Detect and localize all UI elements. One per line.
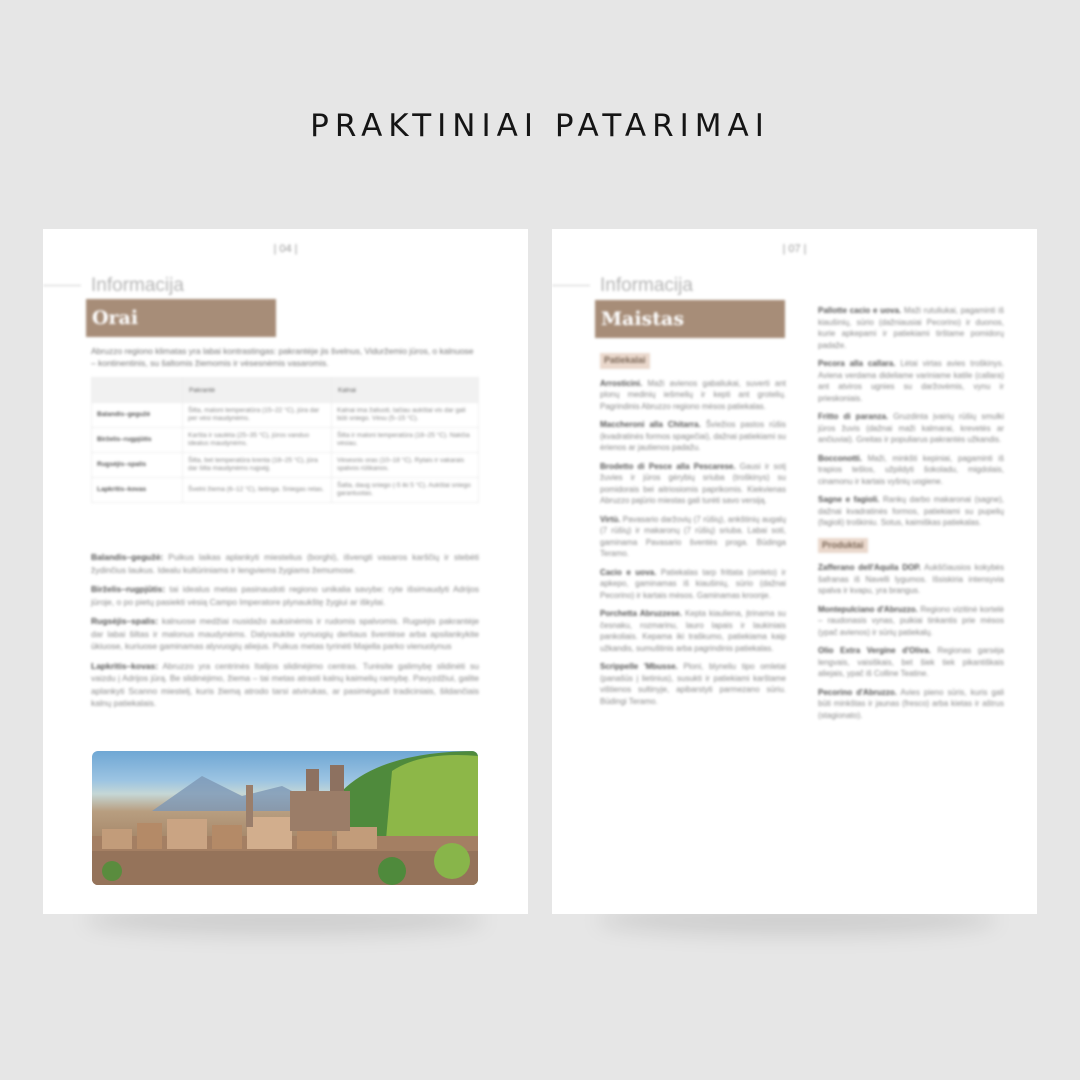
product-item: Montepulciano d'Abruzzo. Regiono vizitinė kortelė – raudonasis vynas, puikiai tinkantis prie mėsos (ypač avienos) ir sūrių patiekalų. (818, 604, 1004, 637)
page-title: Orai (86, 299, 276, 337)
weather-table (91, 377, 479, 503)
intro-text: Abruzzo regiono klimatas yra labai kontrastingas: pakrantėje jis švelnus, Viduržemio jūros, o kalnuose – kontinentinis, su šaltomis žiemomis ir vėsesnėmis vasaromis. (91, 346, 474, 368)
season-paragraph: Lapkritis–kovas: Abruzzo yra centrinės Italijos slidinėjimo centras. Turėsite galimybę slidinėti su vaizdu į Adrijos jūrą. Be slidinėjimo, žiema – tai metas atrasti kalnų kaimelių ramybę. Pavyzdžiui, galite aplankyti Scanno miestelį, kuris žiemą atrodo tarsi atvirukas, ar pasimėgauti tradiciniais, šildančiais kalnų patiekalais. (91, 660, 479, 708)
table-cell: Karšta ir saulėta (25–35 °C), jūros vanduo idealus maudynėms. (183, 428, 332, 453)
table-row (92, 453, 479, 478)
village-landscape-illustration (92, 751, 478, 885)
headline: PRAKTINIAI PATARIMAI (310, 108, 770, 144)
food-item: Pallotte cacio e uova. Maži rutuliukai, pagaminti iš kiaušinių, sūrio (dažniausiai Pecorino) ir duonos, kurie apkepami ir patiekiami tirštame pomidorų padaže. (818, 306, 1004, 350)
product-item: Pecorino d'Abruzzo. Avies pieno sūris, kuris gali būti minkštas ir jaunas (fresco) arba kietas ir aštrus (stagionato). (818, 687, 1004, 720)
table-cell: Šilta, maloni temperatūra (15–22 °C), jūra dar per vėsi maudynėms. (183, 403, 332, 428)
right-page (552, 229, 1037, 914)
table-cell: Šilta ir maloni temperatūra (18–25 °C). Nakčia vėsiau. (331, 428, 478, 453)
section-label: Informacija (91, 275, 184, 296)
table-header: Pakrantė (183, 378, 332, 403)
table-cell: Vėsesnis oras (10–18 °C). Rytais ir vakarais spalvos rūškanos. (331, 453, 478, 478)
product-item: Olio Extra Vergine d'Oliva. Regionas garsėja lengvais, vaisiškais, bet šiek tiek pikantiškais aliejais, ypač iš Colline Teatine. (818, 646, 1004, 678)
patiekalai-tag: Patiekalai (600, 353, 650, 369)
page-number: | 04 | (273, 243, 298, 255)
table-cell: Birželis–rugpjūtis (92, 428, 183, 453)
page-number: | 07 | (782, 243, 807, 255)
food-item: Scrippelle 'Mbusse. Ploni, blyneliu tipo omletai (panašūs į lietinius), susukti ir patiekiami karštame vištienos sultinyje, apibarstyti parmezano sūriu. Būdingi Teramo. (600, 662, 787, 706)
food-item: Cacio e uova. Patiekalas tarp frittata (omleto) ir apkepo, gaminamas iš kiaušinių, sūrio (dažnai Pecorino) ir kartais mėsos. Gaminamas kroonje. (600, 567, 787, 600)
food-column-left (600, 351, 786, 714)
village-photo (92, 751, 478, 885)
table-cell: Balandis–gegužė (92, 403, 183, 428)
table-header: Kalnai (331, 378, 478, 403)
section-rule (552, 285, 590, 286)
table-row (92, 478, 479, 503)
season-paragraph: Rugsėjis–spalis: kalnuose medžiai nusidažo auksinėmis ir rudomis spalvomis. Rugsėjis pakrantėje dar labai šiltas ir malonus maudynėms. Dalyvaukite vynuogių derliaus šventėse arba apsilankykite ūkiuose, kuriuose gaminamas alyvuogių aliejus. Puikus metas tyrinėti Majella parko vienuolynus (91, 616, 479, 651)
season-paragraph: Birželis–rugpjūtis: tai idealus metas pasinaudoti regiono unikalia savybe: ryte išsimaudyti Adrijos jūroje, o po pietų pasiekti vėsią Campo Imperatore plynaukštę žygiui ar iškylai. (91, 584, 479, 607)
food-item: Maccheroni alla Chitarra. Šviežios pastos rūšis (kvadratinės formos spagečiai), dažnai patiekiami su ėrienos ar jautienos padažu. (600, 420, 786, 452)
season-paragraph: Balandis–gegužė: Puikus laikas aplankyti miestelius (borghi), išvengti vasaros karščių ir stebėti žydinčius laukus. Idealu kultūriniams ir lengviems žygiams žemumose. (91, 552, 479, 575)
food-item: Arrosticini. Maži avienos gabaliukai, suverti ant plonų medinių iešmelių ir kepti ant grotelių. Pagrindinis Abruzzo regiono mėsos patiekalas. (600, 378, 786, 411)
table-cell: Rugsėjis–spalis (92, 453, 183, 478)
table-cell: Šalta, daug sniego (-5 iki 5 °C). Aukštai sniego garantuotas. (331, 478, 478, 503)
food-item: Brodetto di Pesce alla Pescarese. Gausi ir sotį žuvies ir jūros gėrybių sriuba (troškinys) su pomidorais bei aitriosiomis paprikomis. Kiekvienas Abruzzo pajūrio miestas gali turėti savo versiją. (600, 461, 786, 505)
food-item: Bocconotti. Maži, minkšti kepiniai, pagaminti iš trapios tešlos, užpildyti šokoladu, migdolais, cinamonu ir kartais vyšnių uogiene. (818, 453, 1004, 486)
table-header-row (92, 378, 479, 403)
food-item: Sagne e fagioli. Rankų darbo makaronai (sagne), dažnai kvadratinės formos, patiekiami su pupelių (fagioli) troškiniu. Sotus, kaimiškas patiekalas. (818, 495, 1004, 527)
food-column-right (818, 305, 1004, 728)
section-rule (43, 285, 81, 286)
food-item: Pecora alla callara. Lėtai virtas avies troškinys. Aviena verdama dideliame variniame katile (callara) ant atviros ugnies su daržovėmis, vynu ir prieskoniais. (818, 359, 1004, 403)
table-cell: Švelni žiema (6–12 °C), lietinga. Sniegas retas. (183, 478, 332, 503)
left-page (43, 229, 528, 914)
table-cell: Kalnai ima žaliuoti, tačiau aukštai vis dar gali būti sniego. Vėsu (5–15 °C). (331, 403, 478, 428)
page-title: Maistas (595, 300, 785, 338)
section-label: Informacija (600, 275, 693, 296)
food-item: Fritto di paranza. Gruzdinta įvairių rūšių smulki jūros žuvis (dažnai maži kalmarai, krevetės ar ančiuviai). Greitas ir populiarus pakrantės užkandis. (818, 412, 1004, 444)
table-row (92, 428, 479, 453)
table-cell: Lapkritis–kovas (92, 478, 183, 503)
table-row (92, 403, 479, 428)
food-item: Porchetta Abruzzese. Kepta kiauliena, įtrinama su česnaku, rozmarinu, lauro lapais ir laukiniais pankoliais. Kepama iki traškumo, patiekiama kaip užkandis, sumuštinis arba pagrindinis patiekalas. (600, 609, 787, 653)
table-cell: Šilta, bet temperatūra krenta (18–25 °C), jūra dar šilta maudynėms rugsėjį. (183, 453, 332, 478)
product-item: Zafferano dell'Aquila DOP. Aukščiausios kokybės šafranas iš Navelli lygumos. Išsiskiria intensyvia spalva ir kvapu, yra brangus. (818, 563, 1004, 595)
season-paragraphs (91, 551, 479, 717)
table-header (92, 378, 183, 403)
produktai-tag: Produktai (818, 538, 868, 554)
food-item: Virtù. Pavasario daržovių (7 rūšių), ankštinių augalų (7 rūšių) ir makaronų (7 rūšių) sriuba. Labai soti, gaminama Pavasario šventės proga. Būdinga Teramo. (600, 514, 786, 558)
